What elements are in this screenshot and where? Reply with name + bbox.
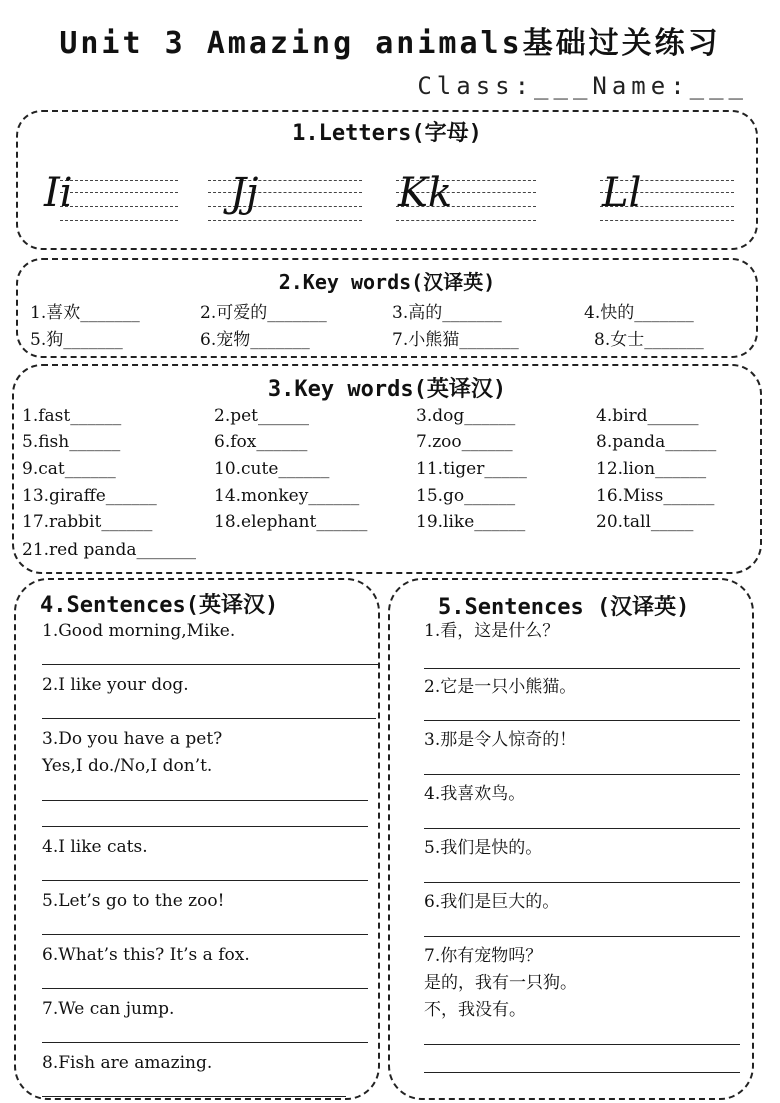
key-word-item: 16.Miss______ [596, 486, 715, 506]
sentence-item: 3.那是令人惊奇的！ [424, 730, 577, 750]
key-word-item: 8.panda______ [596, 432, 717, 452]
answer-line [424, 1044, 740, 1045]
sentence-item: 6.What’s this? It’s a fox. [42, 945, 250, 965]
key-word-item: 7.zoo______ [416, 432, 513, 452]
sentence-item: 4.I like cats. [42, 837, 148, 857]
key-word-item: 19.like______ [416, 512, 526, 532]
answer-line [424, 828, 740, 829]
class-name-field: Class:___Name:___ [417, 72, 748, 100]
sentence-item: 5.我们是快的。 [424, 838, 543, 858]
key-words-en-cn-title: 3.Key words(英译汉) [267, 377, 507, 402]
key-word-item: 9.cat______ [22, 459, 116, 479]
answer-line [42, 800, 368, 801]
answer-line [42, 880, 368, 881]
key-word-item: 2.pet______ [214, 406, 309, 426]
key-word-item: 8.女士_______ [594, 330, 704, 350]
key-word-item: 3.dog______ [416, 406, 516, 426]
letter-writing-lines-3 [396, 172, 538, 234]
key-word-item: 1.喜欢_______ [30, 303, 140, 323]
answer-line [42, 664, 380, 665]
answer-line [42, 988, 368, 989]
key-word-item: 5.fish______ [22, 432, 121, 452]
letters-section-title: 1.Letters(字母) [292, 121, 482, 146]
key-word-item: 20.tall_____ [596, 512, 694, 532]
letter-pair: Ii [44, 170, 73, 216]
key-word-item: 6.fox______ [214, 432, 308, 452]
answer-line [42, 718, 376, 719]
answer-line [42, 1042, 368, 1043]
sentence-item: Yes,I do./No,I don’t. [42, 756, 213, 776]
answer-line [424, 882, 740, 883]
sentence-item: 3.Do you have a pet? [42, 729, 223, 749]
answer-line [424, 936, 740, 937]
key-word-item: 14.monkey______ [214, 486, 360, 506]
sentence-item: 1.Good morning,Mike. [42, 621, 236, 641]
letter-pair: Jj [230, 170, 259, 216]
sentence-item: 2.它是一只小熊猫。 [424, 677, 577, 697]
sentence-item: 5.Let’s go to the zoo! [42, 891, 225, 911]
answer-line [424, 1072, 740, 1073]
answer-line [424, 774, 740, 775]
key-word-item: 11.tiger_____ [416, 459, 527, 479]
key-word-item: 4.bird______ [596, 406, 699, 426]
key-word-item: 6.宠物_______ [200, 330, 310, 350]
answer-line [424, 720, 740, 721]
sentence-item: 1.看，这是什么？ [424, 621, 560, 641]
letter-writing-lines-2 [208, 172, 364, 234]
answer-line [424, 668, 740, 669]
key-word-item: 3.高的_______ [392, 303, 502, 323]
sentence-item: 7.你有宠物吗？ [424, 946, 543, 966]
key-word-item: 12.lion______ [596, 459, 707, 479]
letter-pair: Ll [602, 170, 642, 216]
key-word-item: 7.小熊猫_______ [392, 330, 519, 350]
answer-line [42, 1096, 346, 1097]
answer-line [42, 826, 368, 827]
letter-pair: Kk [398, 170, 453, 216]
key-word-item: 18.elephant______ [214, 512, 368, 532]
sentence-item: 4.我喜欢鸟。 [424, 784, 526, 804]
key-word-item: 17.rabbit______ [22, 512, 153, 532]
key-words-cn-en-title: 2.Key words(汉译英) [278, 270, 496, 294]
key-word-item: 13.giraffe______ [22, 486, 157, 506]
sentence-item: 2.I like your dog. [42, 675, 189, 695]
key-word-item: 5.狗_______ [30, 330, 123, 350]
sentences-cn-en-title: 5.Sentences (汉译英) [438, 595, 690, 620]
letter-writing-lines-4 [600, 172, 736, 234]
key-word-item: 4.快的_______ [584, 303, 694, 323]
key-word-item: 10.cute______ [214, 459, 330, 479]
key-word-item: 15.go______ [416, 486, 516, 506]
key-word-item: 1.fast______ [22, 406, 122, 426]
sentence-item: 8.Fish are amazing. [42, 1053, 213, 1073]
letter-writing-lines-1 [40, 172, 180, 234]
key-word-item: 2.可爱的_______ [200, 303, 327, 323]
sentence-item: 不，我没有。 [424, 1000, 526, 1020]
sentences-en-cn-title: 4.Sentences(英译汉) [40, 593, 279, 618]
answer-line [42, 934, 368, 935]
sentence-item: 是的，我有一只狗。 [424, 973, 577, 993]
page-title: Unit 3 Amazing animals基础过关练习 [59, 26, 721, 61]
sentence-item: 7.We can jump. [42, 999, 175, 1019]
sentence-item: 6.我们是巨大的。 [424, 892, 560, 912]
key-word-item: 21.red panda_______ [22, 540, 196, 560]
